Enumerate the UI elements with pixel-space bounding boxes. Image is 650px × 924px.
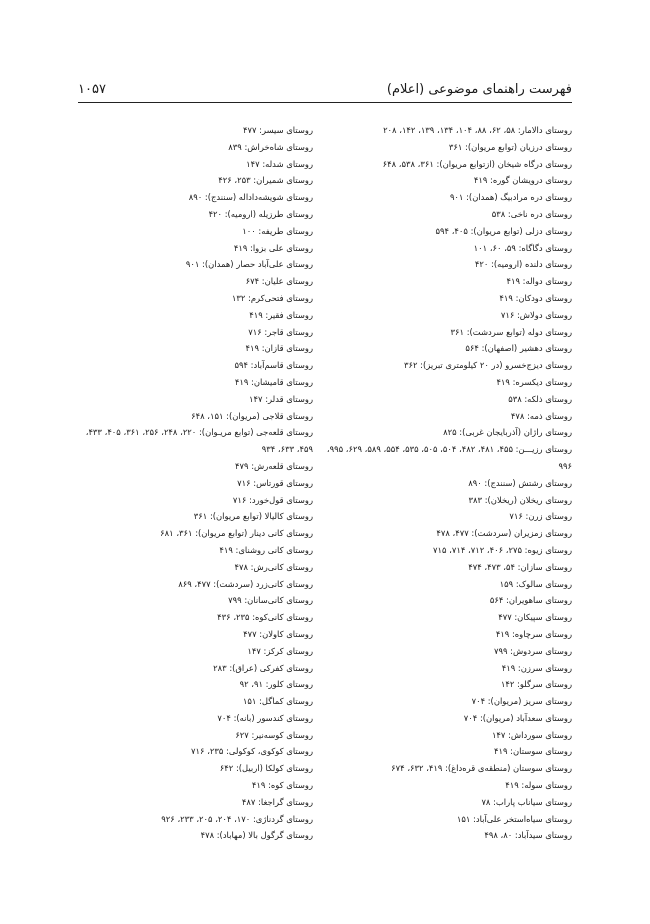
index-entry: روستای سیاه‌استخر علی‌آباد: ۱۵۱	[456, 813, 572, 824]
index-entry: روستای طرزیله (ارومیه): ۴۲۰	[208, 208, 313, 219]
index-entry: روستای کانی‌سانان: ۷۹۹	[228, 595, 313, 606]
index-entry: روستای قورتاس: ۷۱۶	[237, 477, 313, 488]
index-entry: روستای قاجر: ۷۱۶	[248, 326, 313, 337]
index-entry: روستای دوله (توابع سردشت): ۳۶۱	[450, 326, 572, 337]
index-entry: روستای کماگل: ۱۵۱	[242, 696, 313, 707]
index-entry: روستای قلعه‌جی (توابع مریـوان): ۲۲۰، ۲۴۸، ۲۵۶، ۳۶۱، ۴۰۵، ۴۳۳، ۴۵۹، ۶۳۳، ۹۳۴	[85, 427, 313, 455]
index-entry: روستای کاولان: ۴۷۷	[243, 628, 313, 639]
index-entry: روستای شدله: ۱۴۷	[246, 158, 313, 169]
index-entry: روستای کانی دینار (توابع مریوان): ۳۶۱، ۶۸۱	[160, 528, 313, 539]
index-entry: روستای سیاناب پاراب: ۷۸	[481, 796, 572, 807]
index-entry: روستای کولکا (اربیل): ۶۴۲	[219, 763, 313, 774]
index-entry: روستای دزلی (توابع مریوان): ۴۰۵، ۵۹۴	[435, 225, 572, 236]
index-entry: روستای قاسم‌آباد: ۵۹۴	[234, 360, 313, 371]
index-entry: روستای علیان: ۶۷۴	[245, 276, 313, 287]
index-entry: روستای کانی‌زرد (سردشت): ۴۷۷، ۸۶۹	[178, 578, 313, 589]
index-entry: روستای دره مرادبیگ (همدان): ۹۰۱	[449, 192, 572, 203]
index-entry: روستای کانی‌کوه: ۲۳۵، ۴۳۶	[217, 612, 313, 623]
index-entry: روستای سیسر: ۴۷۷	[242, 125, 313, 135]
index-entry: روستای کوه: ۴۱۹	[251, 780, 313, 791]
index-entry: روستای قدلر: ۱۴۷	[249, 393, 313, 404]
index-entry: روستای سرگلو: ۱۴۲	[500, 679, 572, 690]
index-entry: روستای زمزیران (سردشت): ۴۷۷، ۴۷۸	[436, 528, 572, 539]
index-entry: روستای دهشیر (اصفهان): ۵۶۴	[465, 343, 572, 354]
index-entry: روستای درویشان گوره: ۴۱۹	[473, 175, 572, 186]
index-entry: روستای گردناژی: ۱۷۰، ۲۰۴، ۲۰۵، ۲۳۳، ۹۲۶	[161, 813, 313, 824]
index-entry: روستای راژان (آذربایجان غربی): ۸۲۵	[443, 427, 572, 438]
index-entry: روستای دره ناخی: ۵۳۸	[491, 208, 572, 219]
index-entry: روستای زیوه: ۲۷۵، ۴۰۶، ۷۱۲، ۷۱۴، ۷۱۵	[433, 544, 572, 555]
index-entry: روستای ذلکه: ۵۳۸	[508, 393, 572, 404]
index-entry: روستای قلعه‌رش: ۴۷۹	[235, 460, 313, 471]
page-number: ۱۰۵۷	[78, 82, 106, 97]
index-entry: روستای ذمه: ۴۷۸	[510, 410, 572, 421]
index-entry: روستای کانی‌رش: ۴۷۸	[234, 561, 313, 572]
index-entry: روستای طریفه: ۱۰۰	[242, 225, 313, 236]
index-entry: روستای دیزج‌خسرو (در ۲۰ کیلومتری تبریز): ۳۶۲	[404, 360, 572, 371]
index-entry: روستای سازان: ۵۴، ۴۷۳، ۴۷۴	[468, 561, 572, 572]
index-entry: روستای کوسه‌نیر: ۶۲۷	[235, 729, 313, 740]
index-entry: روستای قامیشان: ۴۱۹	[234, 376, 313, 387]
index-entry: روستای فقیر: ۴۱۹	[249, 309, 313, 320]
index-entry: روستای سعدآباد (مریوان): ۷۰۴	[463, 712, 572, 723]
index-entry: روستای رشتش (سنندج): ۸۹۰	[468, 477, 572, 488]
index-entry: روستای دولاش: ۷۱۶	[500, 309, 572, 320]
index-entry: روستای کانی روشنای: ۴۱۹	[219, 544, 313, 555]
index-entry: روستای علی بزوا: ۴۱۹	[233, 242, 313, 253]
index-entry: روستای سریز (مریوان): ۷۰۴	[471, 696, 572, 707]
page-header	[78, 80, 572, 103]
index-entry: روستای سپیکان: ۴۷۷	[498, 612, 572, 623]
index-entry: روستای دواله: ۴۱۹	[506, 276, 572, 287]
index-entry: روستای دلنده (ارومیه): ۴۲۰	[474, 259, 572, 270]
index-entry: روستای ساهویران: ۵۶۴	[489, 595, 572, 606]
index-entry: روستای شمیران: ۲۵۳، ۴۲۶	[218, 175, 313, 186]
index-entry: روستای گرگول بالا (مهاباد): ۴۷۸	[200, 830, 313, 841]
index-entry: روستای سوستان (منطقه‌ی قره‌داغ): ۴۱۹، ۶۳۲، ۶۷۴	[391, 763, 572, 774]
running-title: فهرست راهنمای موضوعی (اعلام)	[386, 82, 572, 97]
index-entry: روستای سرچاوه: ۴۱۹	[495, 628, 572, 639]
index-entry: روستای دگاگاه: ۵۹، ۶۰، ۱۰۱	[473, 242, 572, 253]
index-column-right	[317, 122, 572, 844]
index-column-left	[73, 122, 313, 844]
index-entry: روستای سوله: ۴۱۹	[505, 780, 572, 791]
index-entry: روستای زرن: ۷۱۶	[509, 511, 572, 522]
index-entry: روستای علی‌آباد حصار (همدان): ۹۰۱	[185, 259, 313, 270]
index-entry: روستای کوکوی، کوکولی: ۲۳۵، ۷۱۶	[191, 746, 313, 757]
index-entry: روستای قازان: ۴۱۹	[245, 343, 313, 354]
index-entry: روستای دالامار: ۵۸، ۶۲، ۸۸، ۱۰۴، ۱۳۴، ۱۳۹، ۱۴۲، ۲۰۸	[383, 125, 572, 135]
index-entry: روستای شویشه‌داداله (سنندج): ۸۹۰	[188, 192, 313, 203]
index-entry: روستای کرکز: ۱۴۷	[247, 645, 313, 656]
index-entry: روستای سیدآباد: ۸۰، ۴۹۸	[484, 830, 572, 841]
index-entry: روستای درگاه شیخان (ازتوابع مریوان): ۳۶۱، ۵۳۸، ۶۴۸	[382, 158, 572, 169]
index-entry: روستای کفرکی (عراق): ۲۸۳	[213, 662, 313, 673]
index-entry: روستای رزیـــن: ۴۵۵، ۴۸۱، ۴۸۲، ۵۰۴، ۵۰۵، ۵۳۵، ۵۵۴، ۵۸۹، ۶۲۹، ۹۹۵، ۹۹۶	[326, 444, 572, 471]
index-entry: روستای گراجغا: ۴۸۷	[241, 796, 313, 807]
index-entry: روستای کالیالا (توابع مریوان): ۳۶۱	[193, 511, 313, 522]
index-entry: روستای فتحی‌کرم: ۱۳۲	[231, 292, 313, 303]
index-entry: روستای کلور: ۹۱، ۹۲	[239, 679, 313, 690]
index-entry: روستای ریخلان (ریخلان): ۳۸۳	[468, 494, 572, 505]
index-entry: روستای قلاجی (مریوان): ۱۵۱، ۶۴۸	[191, 410, 313, 421]
index-entry: روستای سورداش: ۱۴۷	[491, 729, 572, 740]
index-entry: روستای سرزن: ۴۱۹	[501, 662, 572, 673]
index-entry: روستای دیکسره: ۴۱۹	[496, 376, 572, 387]
index-entry: روستای دودکان: ۴۱۹	[499, 292, 572, 303]
index-entry: روستای سالوک: ۱۵۹	[499, 578, 572, 589]
index-entry: روستای سوستان: ۴۱۹	[494, 746, 572, 757]
index-entry: روستای شاه‌خراش: ۸۳۹	[228, 141, 313, 152]
index-entry: روستای سردوش: ۷۹۹	[493, 645, 572, 656]
index-entry: روستای کندسور (بانه): ۷۰۴	[217, 712, 313, 723]
index-entry: روستای قول‌خورد: ۷۱۶	[232, 494, 313, 505]
index-entry: روستای درزیان (توابع مریوان): ۳۶۱	[448, 141, 572, 152]
